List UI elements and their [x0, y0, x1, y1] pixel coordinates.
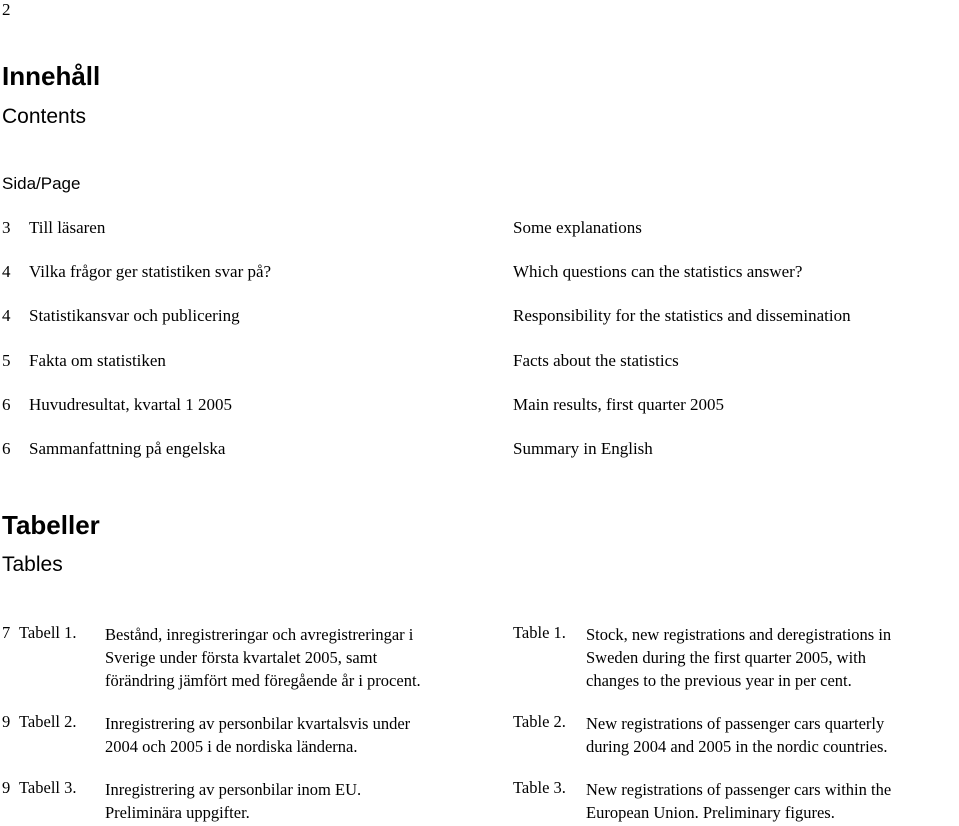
- row-title-en: Summary in English: [513, 439, 653, 458]
- row-page-number: 6: [2, 439, 11, 458]
- table-description-line: European Union. Preliminary figures.: [586, 803, 835, 822]
- table-description-line: Sverige under första kvartalet 2005, samt: [105, 648, 378, 667]
- page-column-label: Sida/Page: [2, 174, 81, 193]
- contents-row: [0, 262, 959, 284]
- table-description-en: [586, 623, 959, 692]
- table-label-sv: Tabell 1.: [19, 623, 77, 642]
- table-description-line: New registrations of passenger cars within the: [586, 780, 892, 799]
- row-title-en: Which questions can the statistics answer?: [513, 262, 803, 281]
- row-title-sv: Till läsaren: [29, 218, 106, 237]
- table-label-en: Table 3.: [513, 778, 566, 797]
- contents-row: [0, 439, 959, 461]
- row-title-sv: Statistikansvar och publicering: [29, 306, 240, 325]
- row-title-sv: Vilka frågor ger statistiken svar på?: [29, 262, 272, 281]
- table-description-sv: [105, 623, 485, 692]
- table-entry: [0, 712, 959, 760]
- table-page-number: 7: [2, 623, 11, 642]
- table-description-line: Preliminära uppgifter.: [105, 803, 250, 822]
- table-description-line: förändring jämfört med föregående år i procent.: [105, 671, 421, 690]
- table-entry: [0, 623, 959, 693]
- table-label-en: Table 2.: [513, 712, 566, 731]
- contents-row: [0, 218, 959, 240]
- table-description-line: Sweden during the first quarter 2005, with: [586, 648, 866, 667]
- contents-heading-sv: Innehåll: [2, 61, 101, 91]
- page-number: 2: [2, 0, 11, 19]
- table-description-sv: [105, 712, 485, 758]
- contents-row: [0, 306, 959, 328]
- table-description-line: Bestånd, inregistreringar och avregistreringar i: [105, 625, 414, 644]
- table-description-line: 2004 och 2005 i de nordiska länderna.: [105, 737, 358, 756]
- row-page-number: 5: [2, 351, 11, 370]
- table-page-number: 9: [2, 712, 11, 731]
- row-title-en: Responsibility for the statistics and dissemination: [513, 306, 851, 325]
- table-description-sv: [105, 778, 485, 824]
- row-page-number: 3: [2, 218, 11, 237]
- table-page-number: 9: [2, 778, 11, 797]
- table-description-line: Stock, new registrations and deregistrations in: [586, 625, 892, 644]
- table-description-en: [586, 712, 959, 758]
- row-title-en: Facts about the statistics: [513, 351, 679, 370]
- contents-heading-en: Contents: [2, 105, 87, 128]
- table-label-en: Table 1.: [513, 623, 566, 642]
- table-description-line: Inregistrering av personbilar inom EU.: [105, 780, 362, 799]
- row-page-number: 6: [2, 395, 11, 414]
- table-label-sv: Tabell 3.: [19, 778, 77, 797]
- row-page-number: 4: [2, 306, 11, 325]
- contents-row: [0, 351, 959, 373]
- row-title-sv: Huvudresultat, kvartal 1 2005: [29, 395, 233, 414]
- row-title-sv: Fakta om statistiken: [29, 351, 166, 370]
- row-title-en: Main results, first quarter 2005: [513, 395, 725, 414]
- table-description-en: [586, 778, 959, 824]
- table-label-sv: Tabell 2.: [19, 712, 77, 731]
- table-description-line: changes to the previous year in per cent.: [586, 671, 852, 690]
- table-description-line: New registrations of passenger cars quarterly: [586, 714, 885, 733]
- tables-heading-sv: Tabeller: [2, 510, 100, 540]
- tables-heading-en: Tables: [2, 553, 63, 576]
- row-page-number: 4: [2, 262, 11, 281]
- table-entry: [0, 778, 959, 826]
- table-description-line: Inregistrering av personbilar kvartalsvis under: [105, 714, 411, 733]
- contents-row: [0, 395, 959, 417]
- row-title-sv: Sammanfattning på engelska: [29, 439, 226, 458]
- table-description-line: during 2004 and 2005 in the nordic countries.: [586, 737, 888, 756]
- row-title-en: Some explanations: [513, 218, 642, 237]
